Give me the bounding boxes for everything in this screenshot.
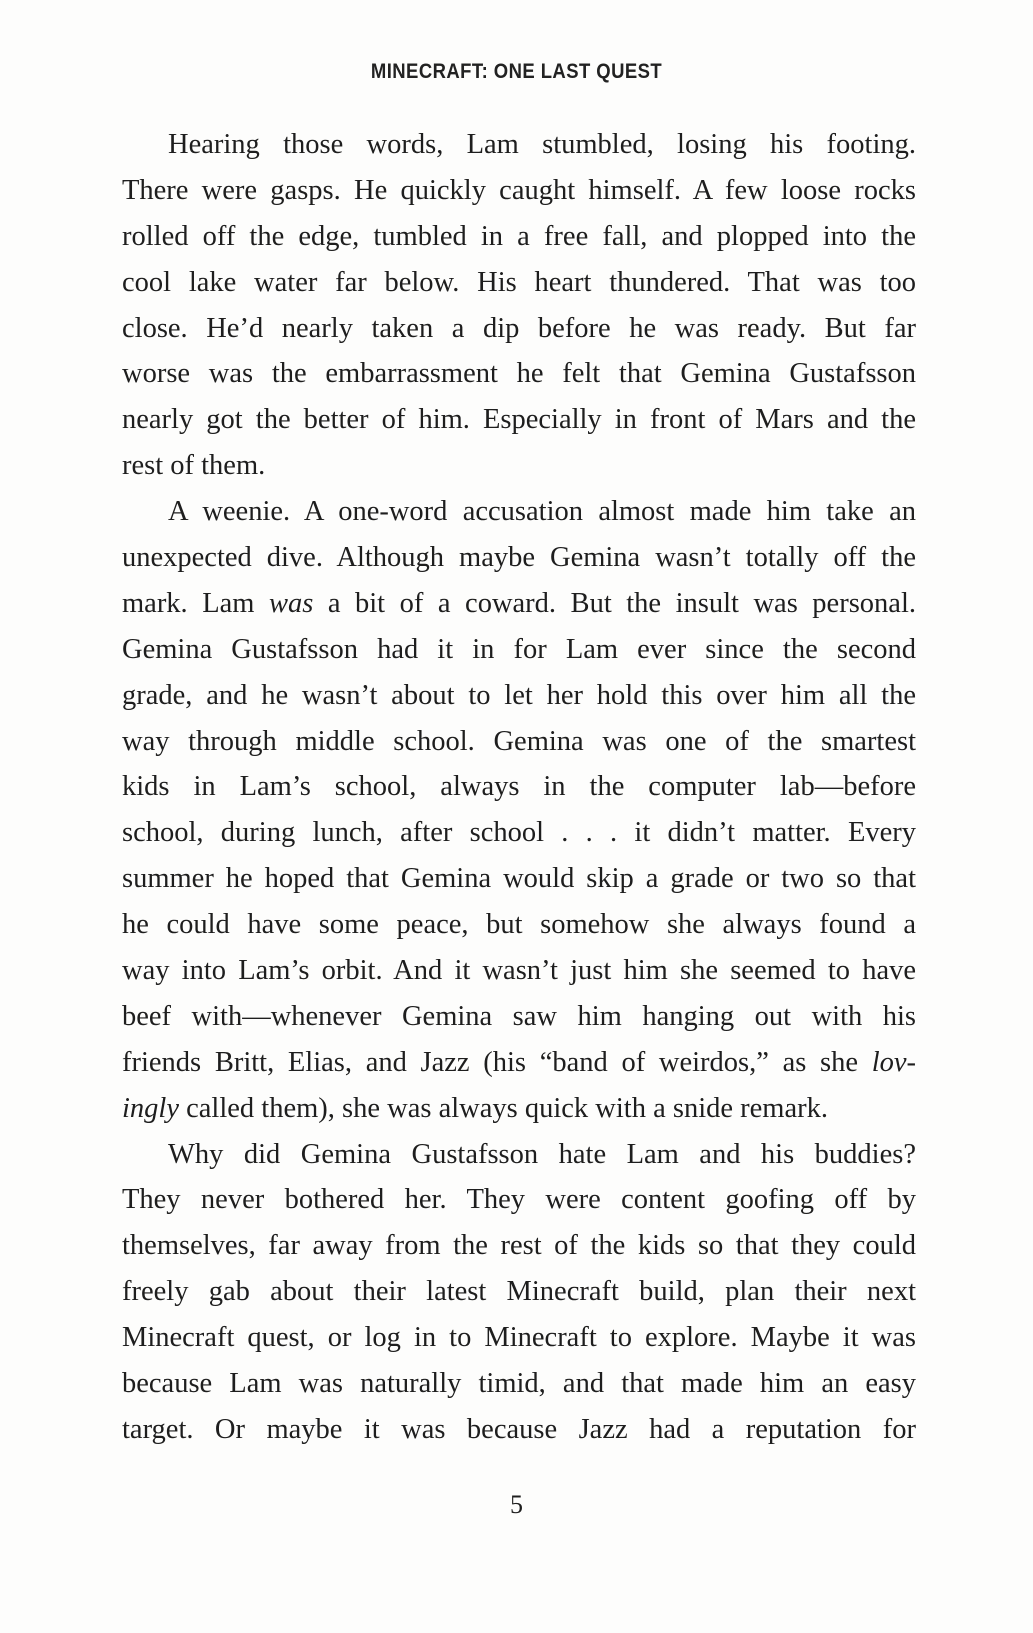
text-line [122,673,916,719]
text-segment: nearly got the better of him. Especially in front of Mars and the [122,404,916,436]
italic-text: lov- [871,1046,916,1078]
text-line [122,719,916,765]
text-line [122,764,916,810]
text-line [122,1407,916,1453]
text-line [122,902,916,948]
text-segment: grade, and he wasn’t about to let her hold this over him all the [122,679,916,711]
text-segment: They never bothered her. They were content goofing off by [122,1184,916,1216]
text-line [122,1269,916,1315]
text-segment: school, during lunch, after school . . . it didn’t matter. Every [122,817,916,849]
italic-text: ingly [122,1092,179,1124]
text-segment: worse was the embarrassment he felt that Gemina Gustafsson [122,358,916,390]
text-line [122,1361,916,1407]
text-line [122,948,916,994]
text-segment: Minecraft quest, or log in to Minecraft to explore. Maybe it was [122,1322,916,1354]
text-line [122,351,916,397]
text-segment: summer he hoped that Gemina would skip a grade or two so that [122,863,916,895]
text-line [122,1315,916,1361]
text-segment: he could have some peace, but somehow she always found a [122,909,916,941]
text-line [122,122,916,168]
text-segment: way through middle school. Gemina was one of the smartest [122,725,916,757]
text-line [122,306,916,352]
italic-text: was [268,587,314,619]
text-segment: Gemina Gustafsson had it in for Lam ever since the second [122,633,916,665]
running-header: MINECRAFT: ONE LAST QUEST [370,60,663,83]
text-line [122,1177,916,1223]
text-segment: rolled off the edge, tumbled in a free fall, and plopped into the [122,220,916,252]
text-segment: mark. Lam [122,587,269,619]
text-segment: cool lake water far below. His heart thundered. That was too [122,266,916,298]
text-segment: freely gab about their latest Minecraft build, plan their next [122,1276,916,1308]
text-segment: target. Or maybe it was because Jazz had a reputation for [122,1413,916,1445]
text-segment: a bit of a coward. But the insult was personal. [313,587,916,619]
text-segment: kids in Lam’s school, always in the computer lab—before [122,771,916,803]
text-segment: Why did Gemina Gustafsson hate Lam and his buddies? [168,1138,916,1170]
text-line [122,168,916,214]
text-segment: Hearing those words, Lam stumbled, losing his footing. [168,129,916,160]
text-line [122,1040,916,1086]
body-text [122,122,916,1453]
text-line [122,627,916,673]
text-segment: friends Britt, Elias, and Jazz (his “band of weirdos,” as she [122,1046,872,1078]
text-line [122,214,916,260]
text-segment: themselves, far away from the rest of the kids so that they could [122,1230,916,1262]
paragraph [122,1132,916,1453]
text-segment: because Lam was naturally timid, and that made him an easy [122,1368,916,1400]
text-line [122,489,916,535]
text-line [122,856,916,902]
text-segment: rest of them. [122,450,266,482]
paragraph [122,122,916,489]
text-segment: called them), she was always quick with a snide remark. [179,1092,828,1124]
text-line [122,1086,916,1132]
text-line [122,581,916,627]
text-segment: A weenie. A one-word accusation almost made him take an [168,496,916,528]
text-line [122,1223,916,1269]
text-segment: There were gasps. He quickly caught himself. A few loose rocks [122,174,916,206]
paragraph [122,489,916,1131]
text-line [122,443,916,489]
text-line [122,810,916,856]
page-number: 5 [510,1490,523,1519]
text-line [122,260,916,306]
text-segment: unexpected dive. Although maybe Gemina wasn’t totally off the [122,542,916,574]
text-line [122,535,916,581]
text-segment: beef with—whenever Gemina saw him hanging out with his [122,1000,916,1032]
text-line [122,994,916,1040]
text-segment: way into Lam’s orbit. And it wasn’t just him she seemed to have [122,955,916,987]
text-line [122,397,916,443]
text-line [122,1132,916,1178]
text-segment: close. He’d nearly taken a dip before he was ready. But far [122,312,916,344]
